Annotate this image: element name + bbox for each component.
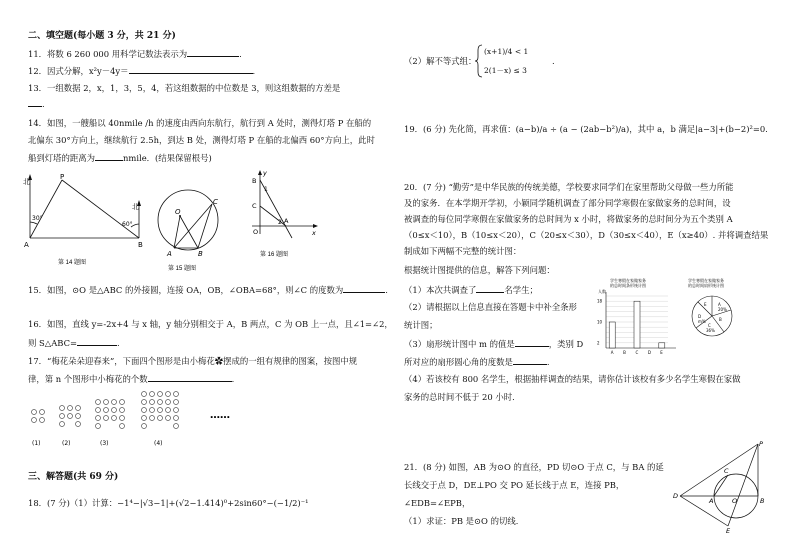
q12-answer-blank[interactable] <box>129 65 253 74</box>
q14-line3b: nmile．(结果保留根号) <box>123 153 212 163</box>
q21-line1: 21．(8 分) 如图，AB 为⊙O 的直径，PD 切⊙O 于点 C，与 BA 的延 <box>404 462 664 472</box>
figure-15 <box>150 178 230 274</box>
q15-answer-blank[interactable] <box>343 284 385 293</box>
q18-2-text: （2）解不等式组： <box>404 56 477 66</box>
bar-chart-xtick-E: E <box>660 350 663 355</box>
fig21-line-pe <box>728 444 758 526</box>
q20-1-answer-blank[interactable] <box>476 284 504 293</box>
fig14-north-label-b: 北 <box>132 203 139 211</box>
fig21-line-ac <box>714 475 728 496</box>
fig17-ellipsis: …… <box>210 410 230 421</box>
pie-label-a: A <box>718 302 721 307</box>
fig14-angle60-label: 60° <box>122 221 133 228</box>
fig15-ob-line <box>180 216 198 248</box>
q20-3c: 所对应的扇形圆心角的度数是 <box>404 357 513 367</box>
fig21-point-o: O <box>732 497 738 505</box>
fig14-point-p: P <box>60 173 65 181</box>
q14-answer-blank[interactable] <box>95 152 123 161</box>
bar-chart-xtick-D: D <box>647 350 651 355</box>
q16-line2: 则 S△ABC= <box>28 338 77 348</box>
q14-line2: 北偏东 30°方向上，继续航行 2.5h，到达 B 处，测得灯塔 P 在船的北偏西 60°方向上，此时 <box>28 135 375 145</box>
fig15-point-o: O <box>175 208 181 216</box>
q17-line1: 17．“梅花朵朵迎春来”，下面四个图形是由小梅花✿摆成的一组有规律的图案，按图中规 <box>28 356 358 366</box>
q21-line4: （1）求证：PB 是⊙O 的切线． <box>404 516 525 526</box>
fig21-point-p: P <box>759 440 763 448</box>
fig15-bc-line <box>198 204 212 248</box>
q21-line3: ∠EDB=∠EPB， <box>404 498 471 508</box>
q20-3b: ，类别 D <box>548 339 584 349</box>
fig21-point-a: A <box>709 497 714 505</box>
pie-label-a-pct: 20% <box>718 307 727 312</box>
q17-answer-blank[interactable] <box>148 373 232 382</box>
fig14-pb-line <box>62 180 139 238</box>
q14-line3a: 船到灯塔的距离为 <box>28 153 95 163</box>
bar-C <box>634 301 640 348</box>
fig15-circle <box>158 190 218 250</box>
q16-line1: 16．如图，直线 y=-2x+4 与 x 轴，y 轴分别相交于 A，B 两点，C 为 OB 上一点，且∠1=∠2， <box>28 319 393 329</box>
q20-part3c: 所对应的扇形圆心角的度数是 . <box>404 357 550 367</box>
fig17-label-2: (2) <box>62 440 71 447</box>
fig21-point-c: C <box>724 467 729 475</box>
fig17-label-1: (1) <box>32 440 41 447</box>
q18-2-period: . <box>552 56 555 66</box>
fig21-point-b: B <box>760 497 765 505</box>
fig17-pattern-3 <box>96 400 125 429</box>
pie-label-c-pct: 36% <box>706 328 715 333</box>
q20-part1 <box>404 284 538 296</box>
pie-chart-title-1: 学生寒假在家做家务 <box>688 278 724 283</box>
q20-line2: 及的家务．在本学期开学初，小颖同学随机调查了部分同学寒假在家做家务的总时间，设 <box>404 198 731 208</box>
fig14-north-label-a: 北 <box>23 178 30 186</box>
fig17-pattern-4 <box>142 392 179 429</box>
q20-line6: 根据统计图提供的信息，解答下列问题： <box>404 265 555 275</box>
q11-text: 11．将数 6 260 000 用科学记数法表示为 <box>28 49 188 59</box>
section3-title: 三、解答题(共 69 分) <box>28 472 119 482</box>
bar-chart-ytick-10: 10 <box>597 319 603 325</box>
q16-answer-blank[interactable] <box>77 337 117 346</box>
bar-chart-ytick-2: 2 <box>597 340 600 346</box>
fig16-angle1: 1 <box>264 186 268 193</box>
q17-line2: 律，第 n 个图形中小梅花的个数 <box>28 374 148 384</box>
q14-line1: 14．如图，一艘船以 40nmile /h 的速度由西向东航行，航行到 A 处时，测得灯塔 P 在船的 <box>28 118 372 128</box>
pie-label-b: B <box>719 317 722 322</box>
q15-text: 15．如图，⊙O 是△ABC 的外接圆，连接 OA，OB，∠OBA=68°，则∠C 的度数为 <box>28 285 344 295</box>
bar-chart-xtick-B: B <box>623 350 626 355</box>
fig16-line-ca <box>260 206 286 226</box>
fig16-y-arrow <box>258 170 262 175</box>
q20-3-m-blank[interactable] <box>515 338 549 347</box>
bar-E <box>659 343 665 348</box>
pie-label-c: C <box>708 323 711 328</box>
q20-line3: 被调查的每位同学寒假在家做家务的总时间为 x 小时，将做家务的总时间分为五个类别 A <box>404 214 733 224</box>
q20-line1: 20．(7 分) “勤劳”是中华民族的传统美德，学校要求同学们在家里帮助父母做一些力所能 <box>404 182 734 192</box>
fig16-label-x: x <box>312 229 316 237</box>
question-18-part1 <box>28 498 308 509</box>
figure-14 <box>22 172 152 270</box>
fig14-point-a: A <box>24 241 29 249</box>
fig16-point-o: O <box>253 228 259 236</box>
bar-chart-ylabel: 人数 <box>598 289 606 294</box>
fig16-label-y: y <box>263 169 267 177</box>
q20-3a: （3）扇形统计图中 m 的值是 <box>404 339 515 349</box>
q13-answer-blank[interactable] <box>28 98 42 107</box>
q20-4b: 家务的总时间不低于 20 小时． <box>404 392 521 402</box>
fig16-point-b: B <box>252 177 257 185</box>
q20-line4: （0≤x＜10），B（10≤x＜20），C（20≤x＜30），D（30≤x＜40），E（x≥40）. 并将调查结果 <box>404 230 769 240</box>
q13-text: 13．一组数据 2，x，1，3，5，4，若这组数据的中位数是 3，则这组数据的方差是 <box>28 83 341 93</box>
question-15: 15．如图，⊙O 是△ABC 的外接圆，连接 OA，OB，∠OBA=68°，则∠C 的度数为 . <box>28 285 388 295</box>
fig17-label-3: (3) <box>100 440 109 447</box>
pie-label-d-m: m% <box>698 319 706 324</box>
question-12: 12．因式分解，x²y－4y＝ . <box>28 66 256 76</box>
q20-1b: 名学生； <box>504 285 538 295</box>
q20-2a: （2）请根据以上信息直接在答题卡中补全条形 <box>404 302 577 312</box>
bar-chart-title-2: 的总时间条形统计图 <box>610 283 646 288</box>
q11-answer-blank[interactable] <box>187 48 239 57</box>
inequality-2: 2(1－x) ≤ 3 <box>484 66 527 75</box>
fig15-caption: 第 15 题图 <box>168 266 197 272</box>
q20-4a: （4）若该校有 800 名学生，根据抽样调查的结果，请你估计该校有多少名学生寒假在家做 <box>404 374 741 384</box>
fig21-line-de <box>680 496 728 526</box>
figure-17 <box>24 390 264 450</box>
fig15-point-c: C <box>213 198 218 206</box>
fig14-ap-line <box>30 180 62 238</box>
pie-chart-title-2: 的总时间扇形统计图 <box>688 283 724 288</box>
question-18-part2 <box>404 56 476 67</box>
q20-line5: 制成如下两幅不完整的统计图： <box>404 246 522 256</box>
fig15-point-a: A <box>167 250 172 258</box>
fig16-point-c: C <box>252 202 257 210</box>
section2-title: 二、填空题(每小题 3 分，共 21 分) <box>28 31 176 41</box>
fig16-caption: 第 16 题图 <box>260 252 289 258</box>
q12-text: 12．因式分解，x²y－4y＝ <box>28 66 129 76</box>
fig17-label-4: (4) <box>154 440 163 447</box>
bar-chart-xtick-A: A <box>610 350 614 355</box>
question-17-line2: 律，第 n 个图形中小梅花的个数 . <box>28 374 235 384</box>
fig17-pattern-1 <box>32 410 45 423</box>
fig16-x-arrow <box>313 224 318 228</box>
q20-3-angle-blank[interactable] <box>513 356 547 365</box>
fig21-point-d: D <box>673 492 679 500</box>
bar-chart-ytick-18: 18 <box>597 298 603 304</box>
fig21-point-e: E <box>726 527 731 534</box>
fig16-angle2: 2 <box>278 219 282 226</box>
pie-chart <box>682 276 742 348</box>
question-16-line2: 则 S△ABC= . <box>28 338 120 348</box>
q20-part3a <box>404 338 583 350</box>
bar-chart <box>596 276 680 358</box>
fig17-pattern-2 <box>60 406 81 427</box>
fig14-angle30-arc <box>30 222 37 224</box>
inequality-1: (x+1)/4 < 1 <box>484 47 529 56</box>
pie-label-d: D <box>698 314 702 319</box>
q21-line2: 长线交于点 D，DE⊥PO 交 PO 延长线于点 E，连接 PB， <box>404 480 625 490</box>
question-13-blank-line: . <box>28 98 45 110</box>
inequality-system-brace <box>474 44 484 78</box>
q20-2b: 统计图； <box>404 320 438 330</box>
bar-chart-title-1: 学生寒假在家做家务 <box>610 278 646 283</box>
q18-text: 18．(7 分)（1）计算： <box>28 498 118 508</box>
fig14-point-b: B <box>138 241 143 249</box>
question-14-line3 <box>28 152 212 164</box>
question-11: 11．将数 6 260 000 用科学记数法表示为 . <box>28 49 242 59</box>
fig16-point-a: A <box>284 217 289 225</box>
pie-label-e: E <box>704 302 707 307</box>
fig14-angle30-label: 30° <box>32 215 43 222</box>
q18-expression: −1⁴−|√3−1|+(√2−1.414)⁰+2sin60°−(−1/2)⁻¹ <box>117 498 309 508</box>
figure-21 <box>672 440 788 534</box>
fig15-oa-line <box>174 216 180 248</box>
figure-16 <box>248 168 323 264</box>
bar-A <box>609 322 615 348</box>
bar-chart-xtick-C: C <box>635 350 639 355</box>
q19-text: 19．(6 分) 先化简，再求值：(a−b)/a ÷ (a − (2ab−b²)/a)，其中 a，b 满足|a−3|+(b−2)²=0. <box>404 124 768 134</box>
fig14-caption: 第 14 题图 <box>58 260 87 266</box>
q20-1a: （1）本次共调查了 <box>404 285 477 295</box>
fig15-point-b: B <box>198 250 203 258</box>
